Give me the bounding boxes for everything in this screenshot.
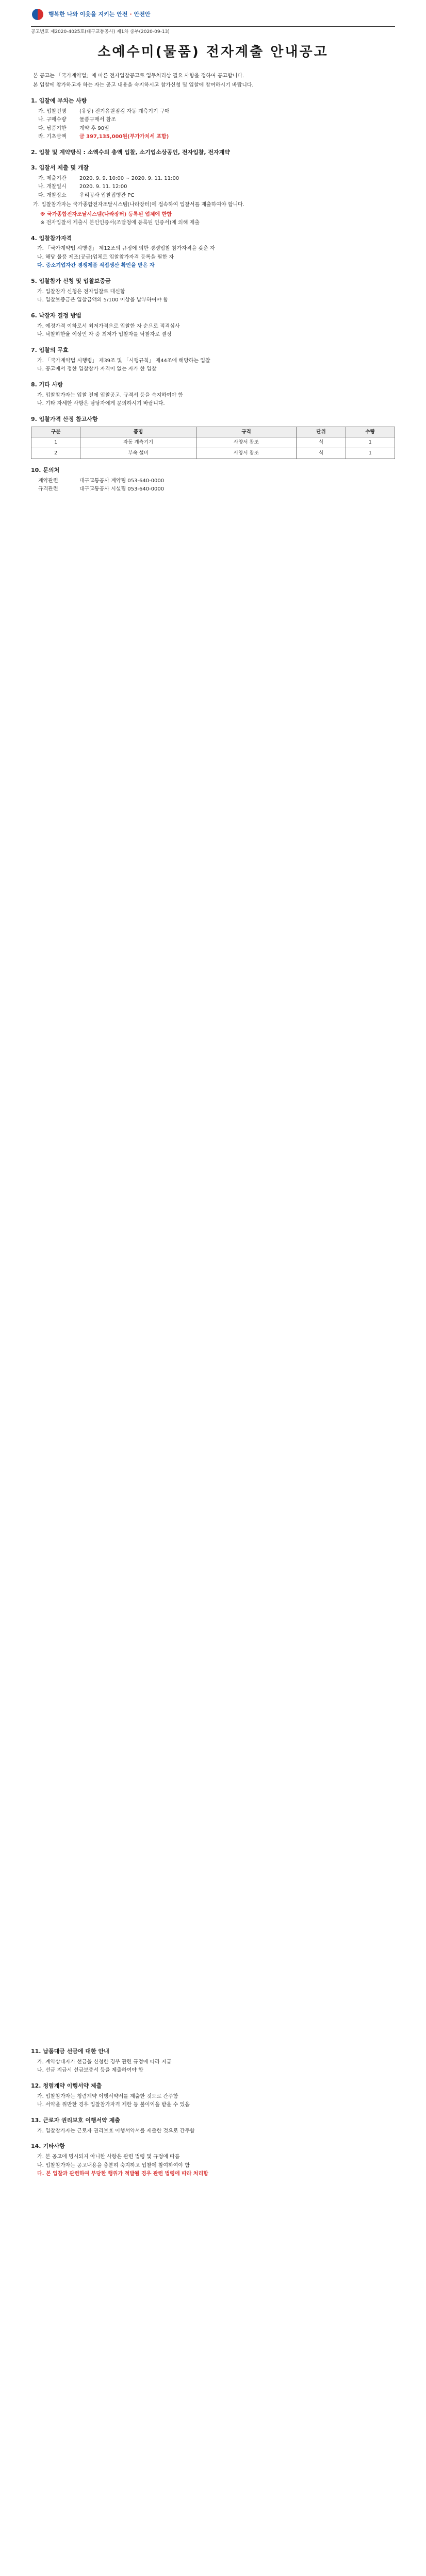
section-14-heading: 14. 기타사항: [31, 2143, 65, 2150]
section-2-heading: 2. 입찰 및 계약방식 : 소액수의 총액 입찰, 소기업소상공인, 전자입찰, 전자계약: [31, 148, 230, 156]
intro-paragraph-2: 본 입찰에 참가하고자 하는 자는 공고 내용을 숙지하시고 참가신청 및 입찰에 참여하시기 바랍니다.: [33, 82, 254, 89]
top-banner: [31, 5, 395, 24]
s1-row-key: 가. 입찰건명: [38, 108, 67, 114]
s1-row: [38, 116, 395, 124]
slogan-separator: ·: [129, 11, 132, 18]
table-cell: 자동 계측기기: [80, 437, 196, 448]
price-table: [31, 427, 395, 459]
s3-row-key: 나. 개찰일시: [38, 184, 67, 190]
table-header: 품명: [80, 427, 196, 437]
s13-item: 가. 입찰참가자는 근로자 권리보호 이행서약서를 제출한 것으로 간주함: [37, 2128, 195, 2134]
table-row: [31, 437, 395, 448]
s8-item: 나. 기타 자세한 사항은 담당자에게 문의하시기 바랍니다.: [37, 401, 165, 407]
section-13-heading: 13. 근로자 권리보호 이행서약 제출: [31, 2116, 120, 2124]
s4-item: 가. 「국가계약법 시행령」 제12조의 규정에 의한 경쟁입찰 참가자격을 갖춘 자: [37, 246, 215, 252]
table-cell: 1: [346, 448, 395, 459]
s3b-note: ※ 전자입찰서 제출시 본인인증서(조달청에 등록된 인증서)에 의해 제출: [40, 220, 200, 226]
table-header: 규격: [196, 427, 297, 437]
s3-row-value: 우리공사 입찰집행관 PC: [79, 192, 135, 198]
s1-row-value: 계약 후 90일: [79, 125, 109, 131]
slogan: [48, 10, 151, 19]
table-cell: 사양서 참조: [196, 448, 297, 459]
s10-row: [38, 486, 395, 494]
s1-row-key: 라. 기초금액: [38, 134, 67, 140]
s11-item: 나. 선금 지급시 선금보증서 등을 제출하여야 함: [37, 2067, 143, 2074]
section-12-heading: 12. 청렴계약 이행서약 제출: [31, 2082, 102, 2089]
page-gap: [31, 1525, 395, 2040]
s1-row-value: 금 397,135,000원(부가가치세 포함): [79, 134, 169, 140]
table-header: 단위: [297, 427, 346, 437]
s8-item: 가. 입찰참가자는 입찰 전에 입찰공고, 규격서 등을 숙지하여야 함: [37, 392, 183, 398]
section-1-heading: 1. 입찰에 부치는 사항: [31, 97, 87, 104]
s14-item: 다. 본 입찰과 관련하여 부당한 행위가 적발될 경우 관련 법령에 따라 처리함: [37, 2171, 208, 2177]
s3b-note: ※ 국가종합전자조달시스템(나라장터) 등록된 업체에 한함: [40, 211, 172, 217]
s1-row: [38, 108, 395, 116]
s3-row-value: 2020. 9. 11. 12:00: [79, 184, 127, 190]
s3-row-value: 2020. 9. 9. 10:00 ~ 2020. 9. 11. 11:00: [79, 175, 179, 181]
table-header-row: [31, 427, 395, 437]
s1-row-value: (유상) 전기유원점검 자동 계측기기 구매: [79, 108, 170, 114]
intro-paragraph-1: 본 공고는 「국가계약법」에 따른 전자입찰공고로 업무처리상 필요 사항을 정하여 공고합니다.: [33, 73, 244, 79]
page-gap: [31, 2179, 395, 2576]
table-cell: 1: [346, 437, 395, 448]
slogan-right: 안전안: [134, 11, 151, 18]
s1-row-value: 물품구매서 참조: [79, 117, 116, 123]
s7-item: 가. 「국가계약법 시행령」 제39조 및 「시행규칙」 제44조에 해당하는 입찰: [37, 358, 210, 364]
s10-row-key: 규격관련: [38, 486, 58, 493]
document-number: 공고번호 제2020-4025호(대구교통공사) 제1차 중부(2020-09-13): [31, 29, 170, 35]
s12-item: 가. 입찰참가자는 청렴계약 이행서약서를 제출한 것으로 간주함: [37, 2093, 178, 2099]
section-8-heading: 8. 기타 사항: [31, 381, 63, 388]
table-header: 수량: [346, 427, 395, 437]
table-cell: 부속 설비: [80, 448, 196, 459]
table-cell: 식: [297, 437, 346, 448]
s10-row: [38, 478, 395, 485]
s7-item: 나. 공고에서 정한 입찰참가 자격이 없는 자가 한 입찰: [37, 366, 157, 372]
table-cell: 1: [31, 437, 80, 448]
s14-item: 가. 본 공고에 명시되지 아니한 사항은 관련 법령 및 규정에 따름: [37, 2154, 180, 2160]
section-6-heading: 6. 낙찰자 결정 방법: [31, 312, 81, 319]
s3-row: [38, 183, 395, 191]
s1-row-key: 나. 구매수량: [38, 117, 67, 123]
section-4-heading: 4. 입찰참가자격: [31, 234, 72, 242]
table-cell: 식: [297, 448, 346, 459]
s3-row: [38, 192, 395, 200]
s11-item: 가. 계약상대자가 선금을 신청한 경우 관련 규정에 따라 지급: [37, 2059, 172, 2065]
page-gap: [31, 495, 395, 1010]
section-11-heading: 11. 납품대금 선금에 대한 안내: [31, 2047, 109, 2055]
slogan-left: 행복한 나와 이웃을 지키는 안전: [48, 11, 128, 18]
section-9-heading: 9. 입찰가격 산정 참고사항: [31, 415, 98, 422]
s1-row: [38, 133, 395, 141]
s3b-paragraph: 가. 입찰참가자는 국가종합전자조달시스템(나라장터)에 접속하여 입찰서를 제출하여야 합니다.: [33, 202, 244, 208]
section-7-heading: 7. 입찰의 무효: [31, 346, 69, 353]
s4-item: 나. 해당 물품 제조(공급)업체로 입찰참가자격 등록을 필한 자: [37, 254, 174, 260]
table-row: [31, 448, 395, 459]
s3-row-key: 가. 제출기간: [38, 175, 67, 181]
s4-item: 다. 중소기업자간 경쟁제품 직접생산 확인을 받은 자: [37, 263, 155, 269]
s6-item: 가. 예정가격 이하로서 최저가격으로 입찰한 자 순으로 적격심사: [37, 323, 180, 329]
s1-row: [38, 125, 395, 133]
s5-item: 가. 입찰참가 신청은 전자입찰로 대신함: [37, 289, 125, 295]
s6-item: 나. 낙찰하한율 이상인 자 중 최저가 입찰자를 낙찰자로 결정: [37, 332, 172, 338]
table-cell: 사양서 참조: [196, 437, 297, 448]
section-10-heading: 10. 문의처: [31, 466, 60, 473]
emblem-icon: [31, 8, 44, 21]
s10-row-value: 대구교통공사 시설팀 053-640-0000: [79, 486, 165, 493]
s1-row-key: 다. 납품기한: [38, 125, 67, 131]
s12-item: 나. 서약을 위반한 경우 입찰참가자격 제한 등 불이익을 받을 수 있음: [37, 2102, 190, 2108]
header-rule: [31, 26, 395, 27]
table-header: 구분: [31, 427, 80, 437]
page-gap: [31, 1010, 395, 1525]
s3-row: [38, 175, 395, 183]
s10-row-value: 대구교통공사 계약팀 053-640-0000: [79, 478, 165, 484]
s14-item: 나. 입찰참가자는 공고내용을 충분히 숙지하고 입찰에 참여하여야 함: [37, 2162, 190, 2168]
table-cell: 2: [31, 448, 80, 459]
section-5-heading: 5. 입찰참가 신청 및 입찰보증금: [31, 277, 111, 284]
s3-row-key: 다. 개찰장소: [38, 192, 67, 198]
section-3-heading: 3. 입찰서 제출 및 개찰: [31, 164, 89, 171]
s10-row-key: 계약관련: [38, 478, 58, 484]
s5-item: 나. 입찰보증금은 입찰금액의 5/100 이상을 납부하여야 함: [37, 297, 168, 303]
notice-title: 소예수미(물품) 전자계출 안내공고: [97, 44, 329, 60]
